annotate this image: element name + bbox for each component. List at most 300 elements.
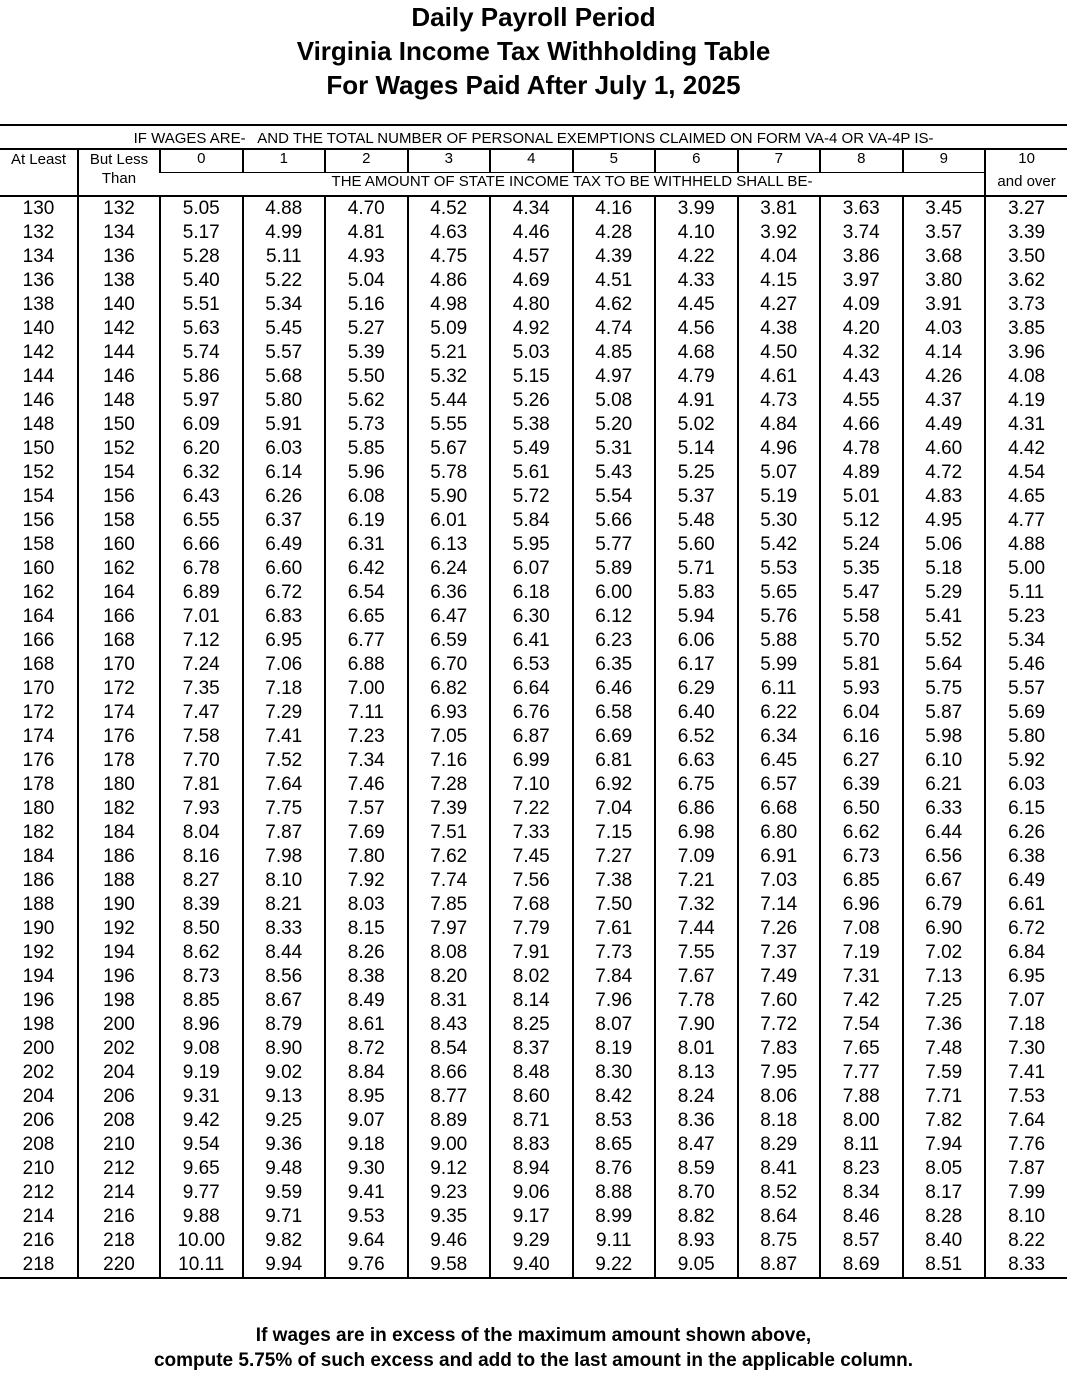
tax-amount-cell: 7.44: [655, 917, 738, 941]
tax-amount-cell: 7.19: [820, 941, 903, 965]
table-row: [0, 941, 1067, 965]
tax-amount-cell: 7.41: [985, 1061, 1067, 1085]
tax-amount-cell: 6.60: [243, 557, 326, 581]
tax-amount-cell: 5.34: [243, 293, 326, 317]
tax-amount-cell: 5.18: [903, 557, 986, 581]
tax-amount-cell: 8.65: [573, 1133, 656, 1157]
tax-amount-cell: 4.03: [903, 317, 986, 341]
table-row: [0, 797, 1067, 821]
tax-amount-cell: 4.49: [903, 413, 986, 437]
tax-amount-cell: 7.12: [160, 629, 243, 653]
tax-amount-cell: 7.90: [655, 1013, 738, 1037]
tax-amount-cell: 6.53: [490, 653, 573, 677]
at-least-cell: 168: [22, 654, 55, 675]
tax-amount-cell: 6.66: [160, 533, 243, 557]
tax-amount-cell: 4.66: [820, 413, 903, 437]
at-least-cell: 200: [22, 1038, 55, 1059]
tax-amount-cell: 8.39: [160, 893, 243, 917]
tax-amount-cell: 5.00: [985, 557, 1067, 581]
tax-amount-cell: 6.38: [985, 845, 1067, 869]
tax-amount-cell: 9.17: [490, 1205, 573, 1229]
tax-amount-cell: 8.37: [490, 1037, 573, 1061]
tax-amount-cell: 7.83: [738, 1037, 821, 1061]
tax-amount-cell: 5.06: [903, 533, 986, 557]
tax-amount-cell: 6.64: [490, 677, 573, 701]
tax-amount-cell: 7.77: [820, 1061, 903, 1085]
tax-amount-cell: 8.05: [903, 1157, 986, 1181]
tax-amount-cell: 8.71: [490, 1109, 573, 1133]
tax-amount-cell: 8.25: [490, 1013, 573, 1037]
tax-amount-cell: 3.99: [655, 196, 738, 221]
tax-amount-cell: 3.73: [985, 293, 1067, 317]
tax-amount-cell: 4.91: [655, 389, 738, 413]
tax-amount-cell: 5.80: [243, 389, 326, 413]
tax-amount-cell: 8.17: [903, 1181, 986, 1205]
at-least-cell: 150: [22, 438, 55, 459]
table-row: [0, 989, 1067, 1013]
tax-amount-cell: 8.79: [243, 1013, 326, 1037]
tax-amount-cell: 6.77: [325, 629, 408, 653]
tax-amount-cell: 6.03: [243, 437, 326, 461]
tax-amount-cell: 5.72: [490, 485, 573, 509]
tax-amount-cell: 5.65: [738, 581, 821, 605]
tax-amount-cell: 4.56: [655, 317, 738, 341]
tax-amount-cell: 9.94: [243, 1253, 326, 1278]
tax-amount-cell: 7.55: [655, 941, 738, 965]
tax-amount-cell: 8.85: [160, 989, 243, 1013]
at-least-cell: 208: [22, 1134, 55, 1155]
tax-amount-cell: 4.78: [820, 437, 903, 461]
but-less-than-cell: 202: [78, 1037, 160, 1061]
tax-amount-cell: 6.40: [655, 701, 738, 725]
tax-amount-cell: 4.52: [408, 196, 491, 221]
tax-amount-cell: 5.94: [655, 605, 738, 629]
tax-amount-cell: 5.20: [573, 413, 656, 437]
tax-amount-cell: 6.67: [903, 869, 986, 893]
tax-amount-cell: 9.65: [160, 1157, 243, 1181]
tax-amount-cell: 4.57: [490, 245, 573, 269]
tax-amount-cell: 8.49: [325, 989, 408, 1013]
tax-amount-cell: 4.72: [903, 461, 986, 485]
tax-amount-cell: 6.29: [655, 677, 738, 701]
at-least-cell: 206: [22, 1110, 55, 1131]
tax-amount-cell: 6.36: [408, 581, 491, 605]
tax-amount-cell: 9.11: [573, 1229, 656, 1253]
tax-amount-cell: 7.84: [573, 965, 656, 989]
tax-amount-cell: 9.71: [243, 1205, 326, 1229]
tax-amount-cell: 7.59: [903, 1061, 986, 1085]
tax-amount-cell: 5.55: [408, 413, 491, 437]
but-less-than-cell: 134: [78, 221, 160, 245]
tax-amount-cell: 5.04: [325, 269, 408, 293]
than-label: Than: [101, 170, 137, 187]
exemption-header-3: 3: [408, 149, 491, 173]
but-less-than-cell: 192: [78, 917, 160, 941]
tax-amount-cell: 5.64: [903, 653, 986, 677]
tax-amount-cell: 4.68: [655, 341, 738, 365]
but-less-than-cell: 210: [78, 1133, 160, 1157]
footer-note-line-1: If wages are in excess of the maximum amount shown above,: [255, 1325, 812, 1346]
tax-amount-cell: 8.36: [655, 1109, 738, 1133]
tax-amount-cell: 7.93: [160, 797, 243, 821]
at-least-cell: 142: [22, 342, 55, 363]
tax-amount-cell: 7.65: [820, 1037, 903, 1061]
tax-amount-cell: 6.87: [490, 725, 573, 749]
tax-amount-cell: 8.66: [408, 1061, 491, 1085]
table-row: [0, 845, 1067, 869]
tax-amount-cell: 5.63: [160, 317, 243, 341]
tax-amount-cell: 9.29: [490, 1229, 573, 1253]
tax-amount-cell: 5.38: [490, 413, 573, 437]
table-row: [0, 437, 1067, 461]
tax-amount-cell: 5.74: [160, 341, 243, 365]
tax-amount-cell: 3.74: [820, 221, 903, 245]
tax-amount-cell: 6.73: [820, 845, 903, 869]
tax-amount-cell: 6.44: [903, 821, 986, 845]
tax-amount-cell: 5.68: [243, 365, 326, 389]
tax-amount-cell: 9.22: [573, 1253, 656, 1278]
tax-amount-cell: 5.07: [738, 461, 821, 485]
tax-amount-cell: 7.06: [243, 653, 326, 677]
wages-exemptions-caption: IF WAGES ARE- AND THE TOTAL NUMBER OF PERSONAL EXEMPTIONS CLAIMED ON FORM VA-4 OR VA-4P IS-: [0, 125, 1067, 149]
tax-amount-cell: 3.85: [985, 317, 1067, 341]
table-title: Virginia Income Tax Withholding Table: [296, 36, 771, 66]
at-least-cell: 166: [22, 630, 55, 651]
exemption-header-0: 0: [160, 149, 243, 173]
tax-amount-cell: 5.23: [985, 605, 1067, 629]
tax-amount-cell: 3.27: [985, 196, 1067, 221]
tax-amount-cell: 4.70: [325, 196, 408, 221]
tax-amount-cell: 7.50: [573, 893, 656, 917]
tax-amount-cell: 4.97: [573, 365, 656, 389]
tax-amount-cell: 9.02: [243, 1061, 326, 1085]
tax-amount-cell: 6.85: [820, 869, 903, 893]
tax-amount-cell: 9.35: [408, 1205, 491, 1229]
tax-amount-cell: 6.32: [160, 461, 243, 485]
tax-amount-cell: 4.63: [408, 221, 491, 245]
tax-amount-cell: 6.35: [573, 653, 656, 677]
table-row: [0, 1157, 1067, 1181]
tax-amount-cell: 5.95: [490, 533, 573, 557]
table-row: [0, 917, 1067, 941]
and-over-label: and over: [985, 173, 1067, 197]
tax-amount-cell: 4.19: [985, 389, 1067, 413]
tax-amount-cell: 9.77: [160, 1181, 243, 1205]
tax-amount-cell: 6.27: [820, 749, 903, 773]
but-less-than-cell: 170: [78, 653, 160, 677]
tax-amount-cell: 5.54: [573, 485, 656, 509]
tax-amount-cell: 4.22: [655, 245, 738, 269]
tax-amount-cell: 5.27: [325, 317, 408, 341]
amount-withheld-caption: THE AMOUNT OF STATE INCOME TAX TO BE WITHHELD SHALL BE-: [331, 173, 813, 190]
tax-amount-cell: 6.26: [243, 485, 326, 509]
at-least-cell: 188: [22, 894, 55, 915]
tax-amount-cell: 6.17: [655, 653, 738, 677]
tax-amount-cell: 7.33: [490, 821, 573, 845]
tax-amount-cell: 9.23: [408, 1181, 491, 1205]
tax-amount-cell: 5.87: [903, 701, 986, 725]
tax-amount-cell: 7.00: [325, 677, 408, 701]
but-less-than-cell: 184: [78, 821, 160, 845]
tax-amount-cell: 7.37: [738, 941, 821, 965]
tax-amount-cell: 4.04: [738, 245, 821, 269]
tax-amount-cell: 7.02: [903, 941, 986, 965]
exemption-header-1: 1: [243, 149, 326, 173]
tax-amount-cell: 5.30: [738, 509, 821, 533]
tax-amount-cell: 4.75: [408, 245, 491, 269]
tax-amount-cell: 7.18: [985, 1013, 1067, 1037]
but-less-than-cell: 182: [78, 797, 160, 821]
but-less-than-cell: 174: [78, 701, 160, 725]
tax-amount-cell: 4.27: [738, 293, 821, 317]
tax-amount-cell: 7.53: [985, 1085, 1067, 1109]
tax-amount-cell: 10.11: [160, 1253, 243, 1278]
tax-amount-cell: 9.64: [325, 1229, 408, 1253]
tax-amount-cell: 7.60: [738, 989, 821, 1013]
exemption-header-6: 6: [655, 149, 738, 173]
tax-amount-cell: 5.67: [408, 437, 491, 461]
table-row: [0, 821, 1067, 845]
tax-amount-cell: 8.08: [408, 941, 491, 965]
tax-amount-cell: 6.82: [408, 677, 491, 701]
tax-amount-cell: 7.56: [490, 869, 573, 893]
but-less-than-cell: 190: [78, 893, 160, 917]
tax-amount-cell: 6.39: [820, 773, 903, 797]
at-least-cell: 182: [22, 822, 55, 843]
tax-amount-cell: 7.88: [820, 1085, 903, 1109]
tax-amount-cell: 5.80: [985, 725, 1067, 749]
tax-amount-cell: 3.97: [820, 269, 903, 293]
tax-amount-cell: 9.58: [408, 1253, 491, 1278]
tax-amount-cell: 7.78: [655, 989, 738, 1013]
tax-amount-cell: 5.08: [573, 389, 656, 413]
tax-amount-cell: 5.52: [903, 629, 986, 653]
tax-amount-cell: 5.48: [655, 509, 738, 533]
at-least-cell: 154: [22, 486, 55, 507]
tax-amount-cell: 10.00: [160, 1229, 243, 1253]
tax-amount-cell: 8.76: [573, 1157, 656, 1181]
tax-amount-cell: 5.91: [243, 413, 326, 437]
tax-amount-cell: 4.73: [738, 389, 821, 413]
but-less-than-cell: 204: [78, 1061, 160, 1085]
tax-amount-cell: 4.08: [985, 365, 1067, 389]
but-less-than-cell: 180: [78, 773, 160, 797]
tax-amount-cell: 8.33: [985, 1253, 1067, 1278]
at-least-cell: 190: [22, 918, 55, 939]
tax-amount-cell: 6.49: [243, 533, 326, 557]
tax-amount-cell: 4.34: [490, 196, 573, 221]
tax-amount-cell: 5.58: [820, 605, 903, 629]
tax-amount-cell: 6.10: [903, 749, 986, 773]
tax-amount-cell: 5.61: [490, 461, 573, 485]
tax-amount-cell: 9.05: [655, 1253, 738, 1278]
tax-amount-cell: 9.42: [160, 1109, 243, 1133]
tax-amount-cell: 7.87: [243, 821, 326, 845]
tax-amount-cell: 5.60: [655, 533, 738, 557]
tax-amount-cell: 4.95: [903, 509, 986, 533]
tax-amount-cell: 6.07: [490, 557, 573, 581]
tax-amount-cell: 6.34: [738, 725, 821, 749]
at-least-cell: 178: [22, 774, 55, 795]
table-row: [0, 196, 1067, 221]
tax-amount-cell: 5.15: [490, 365, 573, 389]
at-least-cell: 216: [22, 1230, 55, 1251]
tax-amount-cell: 8.40: [903, 1229, 986, 1253]
table-row: [0, 1085, 1067, 1109]
tax-amount-cell: 9.31: [160, 1085, 243, 1109]
tax-amount-cell: 7.21: [655, 869, 738, 893]
table-row: [0, 413, 1067, 437]
tax-amount-cell: 6.31: [325, 533, 408, 557]
tax-amount-cell: 4.84: [738, 413, 821, 437]
tax-amount-cell: 9.18: [325, 1133, 408, 1157]
table-row: [0, 965, 1067, 989]
tax-amount-cell: 7.68: [490, 893, 573, 917]
tax-amount-cell: 4.09: [820, 293, 903, 317]
tax-amount-cell: 7.08: [820, 917, 903, 941]
but-less-than-cell: 146: [78, 365, 160, 389]
tax-amount-cell: 3.91: [903, 293, 986, 317]
tax-amount-cell: 8.03: [325, 893, 408, 917]
at-least-cell: 176: [22, 750, 55, 771]
tax-amount-cell: 4.51: [573, 269, 656, 293]
tax-amount-cell: 7.48: [903, 1037, 986, 1061]
tax-amount-cell: 6.09: [160, 413, 243, 437]
tax-amount-cell: 8.89: [408, 1109, 491, 1133]
tax-amount-cell: 3.45: [903, 196, 986, 221]
tax-amount-cell: 5.31: [573, 437, 656, 461]
tax-amount-cell: 7.03: [738, 869, 821, 893]
tax-amount-cell: 7.70: [160, 749, 243, 773]
tax-amount-cell: 8.33: [243, 917, 326, 941]
tax-amount-cell: 6.42: [325, 557, 408, 581]
but-less-than-cell: 132: [78, 196, 160, 221]
tax-amount-cell: 6.55: [160, 509, 243, 533]
tax-amount-cell: 6.76: [490, 701, 573, 725]
at-least-cell: 134: [22, 246, 55, 267]
table-row: [0, 1205, 1067, 1229]
tax-amount-cell: 9.25: [243, 1109, 326, 1133]
tax-amount-cell: 6.88: [325, 653, 408, 677]
tax-amount-cell: 9.40: [490, 1253, 573, 1278]
tax-amount-cell: 4.39: [573, 245, 656, 269]
tax-amount-cell: 7.42: [820, 989, 903, 1013]
tax-amount-cell: 7.95: [738, 1061, 821, 1085]
but-less-than-cell: 154: [78, 461, 160, 485]
tax-amount-cell: 6.43: [160, 485, 243, 509]
tax-amount-cell: 8.11: [820, 1133, 903, 1157]
tax-amount-cell: 5.11: [985, 581, 1067, 605]
tax-amount-cell: 8.72: [325, 1037, 408, 1061]
tax-amount-cell: 8.07: [573, 1013, 656, 1037]
at-least-cell: 210: [22, 1158, 55, 1179]
exemption-header-5: 5: [573, 149, 656, 173]
but-less-than-cell: 158: [78, 509, 160, 533]
table-row: [0, 1133, 1067, 1157]
tax-amount-cell: 8.64: [738, 1205, 821, 1229]
tax-amount-cell: 6.84: [985, 941, 1067, 965]
tax-amount-cell: 5.49: [490, 437, 573, 461]
exemption-header-7: 7: [738, 149, 821, 173]
at-least-cell: 148: [22, 414, 55, 435]
tax-amount-cell: 8.24: [655, 1085, 738, 1109]
tax-amount-cell: 8.02: [490, 965, 573, 989]
but-less-than-cell: 212: [78, 1157, 160, 1181]
tax-amount-cell: 8.04: [160, 821, 243, 845]
tax-amount-cell: 6.99: [490, 749, 573, 773]
at-least-cell: 160: [22, 558, 55, 579]
at-least-cell: 218: [0, 1253, 78, 1278]
tax-amount-cell: 6.91: [738, 845, 821, 869]
tax-amount-cell: 8.51: [903, 1253, 986, 1278]
tax-amount-cell: 6.58: [573, 701, 656, 725]
tax-amount-cell: 6.75: [655, 773, 738, 797]
tax-amount-cell: 7.85: [408, 893, 491, 917]
exemption-header-9: 9: [903, 149, 986, 173]
tax-amount-cell: 3.39: [985, 221, 1067, 245]
tax-amount-cell: 8.53: [573, 1109, 656, 1133]
tax-amount-cell: 5.26: [490, 389, 573, 413]
tax-amount-cell: 6.83: [243, 605, 326, 629]
tax-amount-cell: 6.78: [160, 557, 243, 581]
tax-amount-cell: 6.41: [490, 629, 573, 653]
tax-amount-cell: 9.07: [325, 1109, 408, 1133]
at-least-cell: 132: [22, 222, 55, 243]
at-least-cell: 194: [22, 966, 55, 987]
but-less-than-cell: 208: [78, 1109, 160, 1133]
tax-amount-cell: 5.45: [243, 317, 326, 341]
tax-amount-cell: 8.27: [160, 869, 243, 893]
tax-amount-cell: 4.43: [820, 365, 903, 389]
but-less-than-header: [78, 149, 160, 196]
but-less-than-cell: 196: [78, 965, 160, 989]
tax-amount-cell: 6.93: [408, 701, 491, 725]
tax-amount-cell: 8.19: [573, 1037, 656, 1061]
but-less-than-cell: 142: [78, 317, 160, 341]
tax-amount-cell: 4.37: [903, 389, 986, 413]
table-row: [0, 269, 1067, 293]
tax-amount-cell: 4.28: [573, 221, 656, 245]
tax-amount-cell: 5.22: [243, 269, 326, 293]
tax-amount-cell: 4.77: [985, 509, 1067, 533]
tax-amount-cell: 5.37: [655, 485, 738, 509]
table-row: [0, 533, 1067, 557]
tax-amount-cell: 9.30: [325, 1157, 408, 1181]
tax-amount-cell: 6.70: [408, 653, 491, 677]
tax-amount-cell: 7.25: [903, 989, 986, 1013]
but-less-than-cell: 140: [78, 293, 160, 317]
tax-amount-cell: 8.77: [408, 1085, 491, 1109]
tax-amount-cell: 5.40: [160, 269, 243, 293]
tax-amount-cell: 8.06: [738, 1085, 821, 1109]
tax-amount-cell: 4.16: [573, 196, 656, 221]
tax-amount-cell: 6.03: [985, 773, 1067, 797]
tax-amount-cell: 8.18: [738, 1109, 821, 1133]
tax-amount-cell: 6.22: [738, 701, 821, 725]
tax-amount-cell: 5.84: [490, 509, 573, 533]
but-less-than-cell: 166: [78, 605, 160, 629]
but-less-than-cell: 172: [78, 677, 160, 701]
tax-amount-cell: 3.50: [985, 245, 1067, 269]
tax-amount-cell: 6.92: [573, 773, 656, 797]
tax-amount-cell: 4.61: [738, 365, 821, 389]
tax-amount-cell: 6.08: [325, 485, 408, 509]
tax-amount-cell: 7.72: [738, 1013, 821, 1037]
tax-amount-cell: 5.50: [325, 365, 408, 389]
tax-amount-cell: 4.62: [573, 293, 656, 317]
tax-amount-cell: 9.06: [490, 1181, 573, 1205]
tax-amount-cell: 7.05: [408, 725, 491, 749]
